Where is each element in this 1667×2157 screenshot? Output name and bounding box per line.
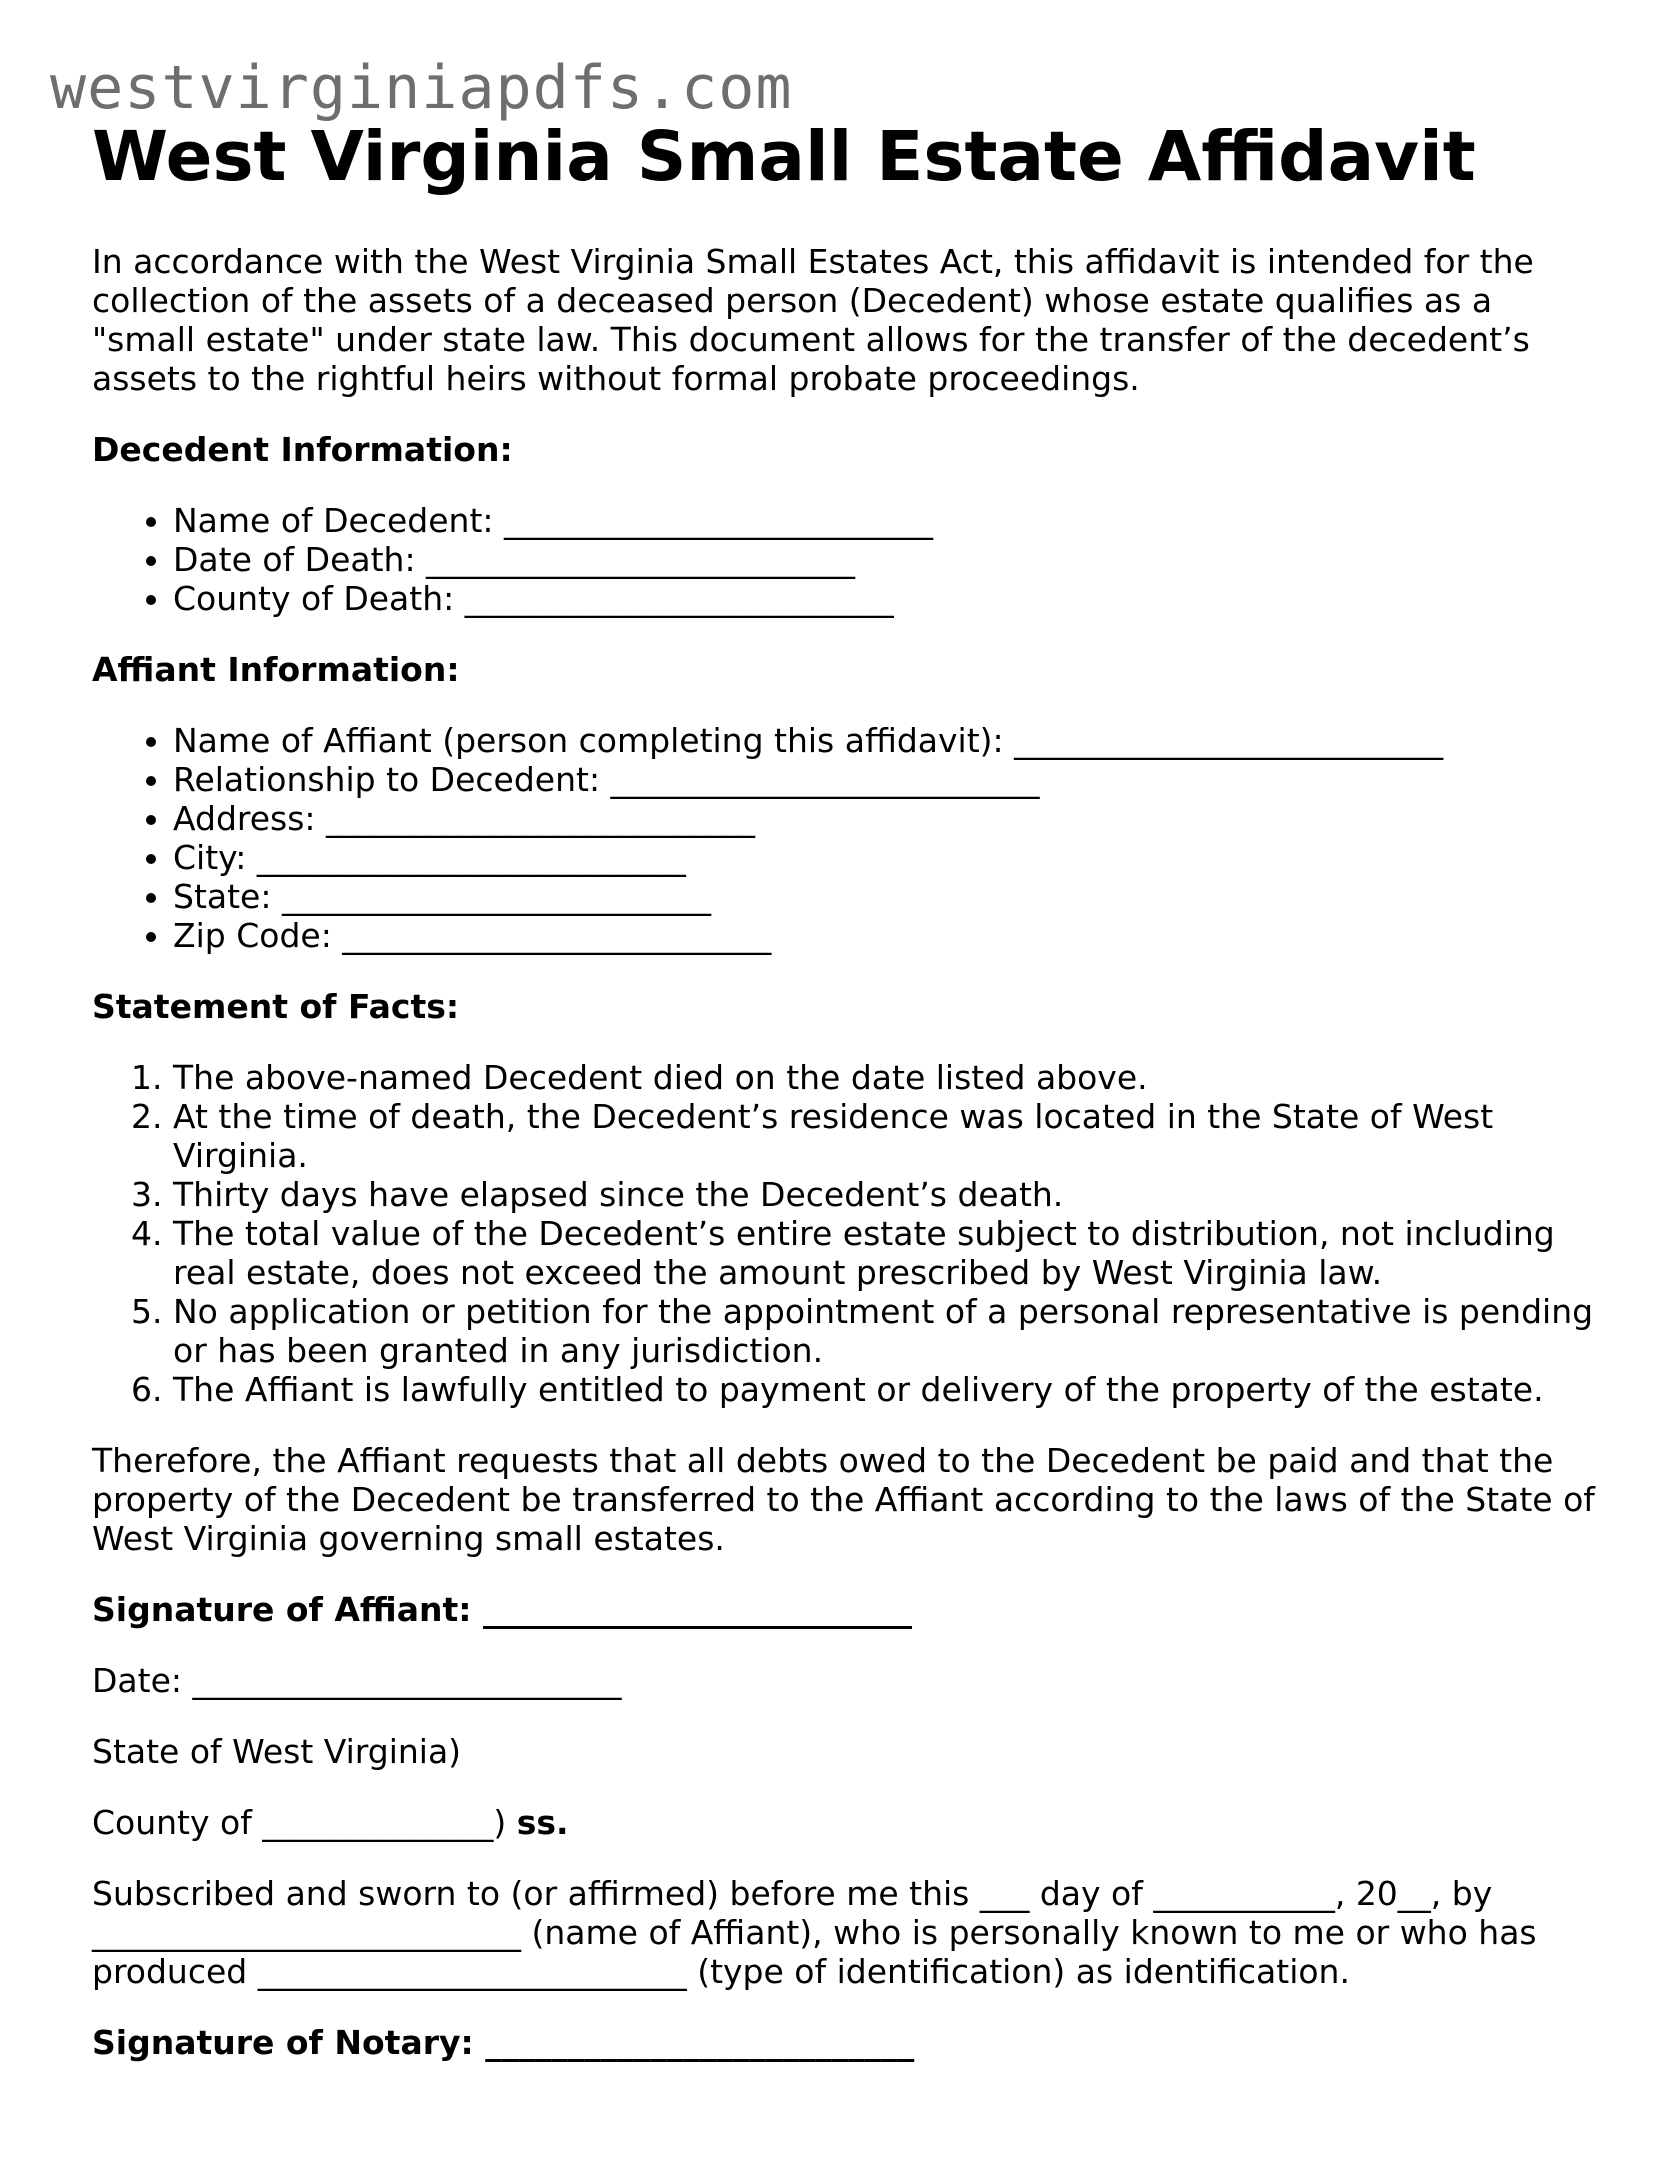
fact-item: 2. At the time of death, the Decedent’s residence was located in the State of West Virginia.	[173, 1097, 1602, 1175]
fact-item: 5. No application or petition for the appointment of a personal representative is pending or has been granted in any jurisdiction.	[173, 1292, 1602, 1370]
decedent-heading: Decedent Information:	[92, 430, 513, 469]
fact-item: 3. Thirty days have elapsed since the Decedent’s death.	[173, 1175, 1602, 1214]
decedent-list	[92, 501, 1602, 618]
list-item-state: • State: __________________________	[173, 877, 1602, 916]
list-item-relationship: • Relationship to Decedent: __________________________	[173, 760, 1602, 799]
list-item-county-of-death: • County of Death: __________________________	[173, 579, 1602, 618]
affidavit-document	[92, 115, 1602, 2062]
facts-list	[92, 1058, 1602, 1409]
watermark: westvirginiapdfs.com	[50, 53, 793, 123]
list-item-city: • City: __________________________	[173, 838, 1602, 877]
ss-label: ss.	[516, 1803, 569, 1842]
document-title: West Virginia Small Estate Affidavit	[92, 117, 1476, 197]
notary-jurat-paragraph: Subscribed and sworn to (or affirmed) before me this ___ day of ___________, 20__, by __________________________ (name of Affiant), who is personally known to me or who has produced __________________________ (type of identification) as identification.	[92, 1874, 1537, 1991]
affiant-list	[92, 721, 1602, 955]
therefore-paragraph: Therefore, the Affiant requests that all debts owed to the Decedent be paid and that the property of the Decedent be transferred to the Affiant according to the laws of the State of West Virginia governing small estates.	[92, 1441, 1595, 1558]
facts-heading: Statement of Facts:	[92, 987, 460, 1026]
fact-item: 4. The total value of the Decedent’s entire estate subject to distribution, not including real estate, does not exceed the amount prescribed by West Virginia law.	[173, 1214, 1602, 1292]
list-item-address: • Address: __________________________	[173, 799, 1602, 838]
county-label: County of ______________)	[92, 1803, 507, 1842]
date-line: Date: __________________________	[92, 1661, 622, 1700]
state-line: State of West Virginia)	[92, 1732, 462, 1771]
list-item-affiant-name: • Name of Affiant (person completing this affidavit): __________________________	[173, 721, 1602, 760]
fact-item: 6. The Affiant is lawfully entitled to payment or delivery of the property of the estate.	[173, 1370, 1602, 1409]
affiant-signature-line: Signature of Affiant: __________________________	[92, 1590, 912, 1629]
fact-item: 1. The above-named Decedent died on the date listed above.	[173, 1058, 1602, 1097]
list-item-zip-code: • Zip Code: __________________________	[173, 916, 1602, 955]
list-item-decedent-name: • Name of Decedent: __________________________	[173, 501, 1602, 540]
notary-signature-line: Signature of Notary: __________________________	[92, 2023, 915, 2062]
list-item-date-of-death: • Date of Death: __________________________	[173, 540, 1602, 579]
affiant-heading: Affiant Information:	[92, 650, 460, 689]
intro-paragraph: In accordance with the West Virginia Small Estates Act, this affidavit is intended for the collection of the assets of a deceased person (Decedent) whose estate qualifies as a "small estate" under state law. This document allows for the transfer of the decedent’s assets to the rightful heirs without formal probate proceedings.	[92, 242, 1534, 398]
county-line	[92, 1803, 1602, 1842]
